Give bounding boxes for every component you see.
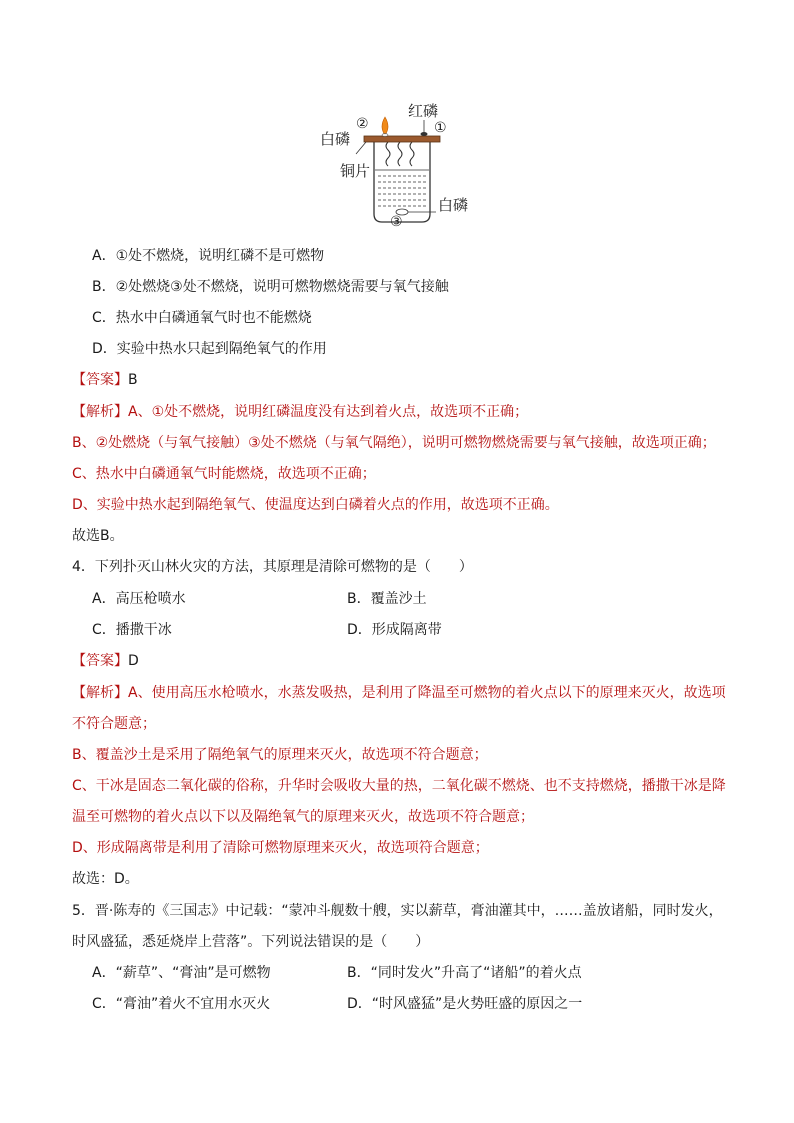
label-red-phosphorus: 红磷 bbox=[408, 102, 439, 120]
label-white-phosphorus-bottom: 白磷 bbox=[438, 196, 469, 214]
q4-answer-line bbox=[72, 651, 139, 671]
q3-conclusion: 故选B。 bbox=[72, 528, 124, 544]
q3-option-a: A．①处不燃烧，说明红磷不是可燃物 bbox=[92, 248, 325, 264]
q3-answer-tag: 【答案】 bbox=[72, 372, 128, 388]
label-white-phosphorus-top: 白磷 bbox=[320, 130, 351, 148]
q4-option-d: D．形成隔离带 bbox=[347, 622, 442, 638]
q4-option-c: C．播撒干冰 bbox=[92, 622, 172, 638]
q3-option-c: C．热水中白磷通氧气时也不能燃烧 bbox=[92, 310, 312, 326]
q4-option-b: B．覆盖沙土 bbox=[347, 591, 427, 607]
q3-analysis-a: A、①处不燃烧，说明红磷温度没有达到着火点，故选项不正确； bbox=[128, 404, 529, 420]
q4-option-a: A．高压枪喷水 bbox=[92, 591, 186, 607]
q4-analysis-a: A、使用高压水枪喷水，水蒸发吸热，是利用了降温至可燃物的着火点以下的原理来灭火，故选项 bbox=[128, 685, 726, 701]
q5-option-c: C．“膏油”着火不宜用水灭火 bbox=[92, 996, 271, 1012]
label-copper-sheet: 铜片 bbox=[340, 162, 371, 180]
q3-answer-value: B bbox=[128, 372, 138, 388]
q3-analysis-b: B、②处燃烧（与氧气接触）③处不燃烧（与氧气隔绝），说明可燃物燃烧需要与氧气接触，故选项正确； bbox=[72, 435, 716, 451]
label-mark-1: ① bbox=[434, 120, 447, 136]
q5-stem-line-1: 5．晋·陈寿的《三国志》中记载：“蒙冲斗舰数十艘，实以薪草，膏油灌其中，……盖放诸船，同时发火， bbox=[72, 903, 723, 919]
q3-option-d: D．实验中热水只起到隔绝氧气的作用 bbox=[92, 341, 327, 357]
q4-answer-value: D bbox=[128, 653, 139, 669]
q3-analysis-d: D、实验中热水起到隔绝氧气、使温度达到白磷着火点的作用，故选项不正确。 bbox=[72, 497, 559, 513]
q4-analysis-a-cont: 不符合题意； bbox=[72, 716, 156, 732]
q5-stem-line-2: 时风盛猛，悉延烧岸上营落”。下列说法错误的是（ ） bbox=[72, 934, 430, 950]
q5-option-b: B．“同时发火”升高了“诸船”的着火点 bbox=[347, 965, 582, 981]
label-mark-3: ③ bbox=[390, 214, 403, 230]
q3-option-b: B．②处燃烧③处不燃烧，说明可燃物燃烧需要与氧气接触 bbox=[92, 279, 449, 295]
combustion-experiment-figure bbox=[318, 102, 478, 230]
q3-analysis-line-1 bbox=[72, 402, 528, 422]
q4-analysis-line-1 bbox=[72, 683, 726, 703]
q4-analysis-c: C、干冰是固态二氧化碳的俗称，升华时会吸收大量的热，二氧化碳不燃烧、也不支持燃烧，播撒干冰是降 bbox=[72, 778, 726, 794]
q4-conclusion: 故选：D。 bbox=[72, 871, 139, 887]
q5-option-d: D．“时风盛猛”是火势旺盛的原因之一 bbox=[347, 996, 583, 1012]
q5-option-a: A．“薪草”、“膏油”是可燃物 bbox=[92, 965, 271, 981]
q3-analysis-c: C、热水中白磷通氧气时能燃烧，故选项不正确； bbox=[72, 466, 376, 482]
q3-answer-line bbox=[72, 370, 138, 390]
q4-analysis-d: D、形成隔离带是利用了清除可燃物原理来灭火，故选项符合题意； bbox=[72, 840, 489, 856]
label-mark-2: ② bbox=[356, 116, 369, 132]
q4-analysis-b: B、覆盖沙土是采用了隔绝氧气的原理来灭火，故选项不符合题意； bbox=[72, 747, 488, 763]
q3-analysis-tag: 【解析】 bbox=[72, 404, 128, 420]
q4-analysis-c-cont: 温至可燃物的着火点以下以及隔绝氧气的原理来灭火，故选项不符合题意； bbox=[72, 809, 534, 825]
q4-stem: 4．下列扑灭山林火灾的方法，其原理是清除可燃物的是（ ） bbox=[72, 559, 473, 575]
q4-answer-tag: 【答案】 bbox=[72, 653, 128, 669]
q4-analysis-tag: 【解析】 bbox=[72, 685, 128, 701]
